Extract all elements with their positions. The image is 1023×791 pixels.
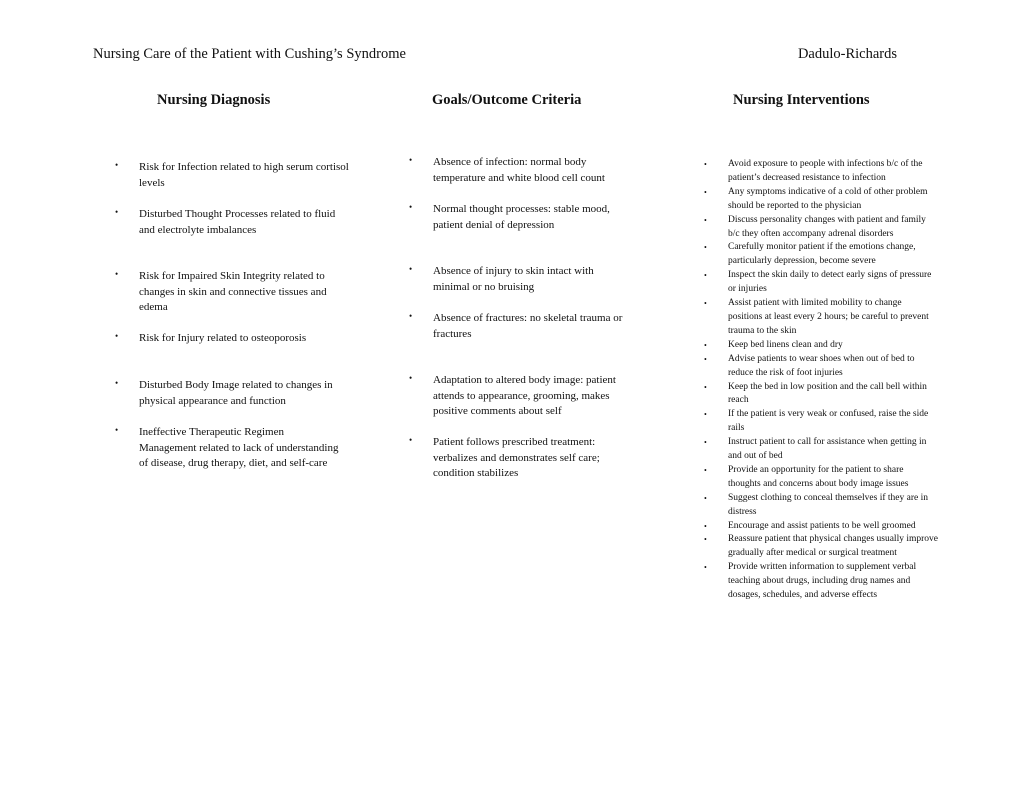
intervention-item bbox=[704, 436, 938, 464]
intervention-item bbox=[704, 381, 938, 409]
bullet: • bbox=[704, 410, 707, 420]
intervention-text: Assist patient with limited mobility to change positions at least every 2 hours; be careful to prevent trauma to the skin bbox=[728, 298, 929, 336]
bullet: • bbox=[704, 354, 707, 364]
bullet: • bbox=[409, 202, 413, 212]
bullet: • bbox=[704, 187, 707, 197]
diagnosis-item bbox=[115, 269, 349, 316]
intervention-text: Inspect the skin daily to detect early signs of pressure or injuries bbox=[728, 270, 932, 295]
intervention-item bbox=[704, 158, 938, 186]
intervention-item bbox=[704, 214, 938, 242]
bullet: • bbox=[115, 331, 119, 341]
bullet: • bbox=[409, 264, 413, 274]
intervention-text: Carefully monitor patient if the emotions change, particularly depression, become severe bbox=[728, 242, 916, 267]
goal-text: Normal thought processes: stable mood, patient denial of depression bbox=[433, 203, 610, 231]
bullet: • bbox=[704, 465, 707, 475]
diagnosis-text: Risk for Injury related to osteoporosis bbox=[139, 332, 307, 344]
diagnosis-item bbox=[115, 425, 339, 472]
intervention-text: Encourage and assist patients to be well groomed bbox=[728, 520, 916, 531]
bullet: • bbox=[409, 373, 413, 383]
intervention-item bbox=[704, 186, 938, 214]
intervention-item bbox=[704, 269, 938, 297]
bullet: • bbox=[409, 155, 413, 165]
intervention-item bbox=[704, 339, 938, 353]
goal-item bbox=[409, 311, 643, 342]
interventions-list bbox=[704, 158, 938, 603]
bullet: • bbox=[704, 271, 707, 281]
column-heading-interventions: Nursing Interventions bbox=[733, 92, 870, 108]
document-author: Dadulo-Richards bbox=[797, 46, 897, 62]
goal-item bbox=[409, 264, 628, 295]
document-title: Nursing Care of the Patient with Cushing’s Syndrome bbox=[93, 46, 406, 62]
bullet: • bbox=[704, 299, 707, 309]
diagnosis-item bbox=[115, 207, 349, 238]
diagnosis-text: Disturbed Thought Processes related to fluid and electrolyte imbalances bbox=[139, 208, 336, 236]
bullet: • bbox=[704, 382, 707, 392]
bullet: • bbox=[704, 535, 707, 545]
intervention-text: Keep the bed in low position and the call bell within reach bbox=[728, 381, 927, 406]
goal-text: Absence of infection: normal body temperature and white blood cell count bbox=[433, 156, 605, 184]
intervention-item bbox=[704, 520, 938, 534]
intervention-item bbox=[704, 408, 938, 436]
intervention-text: Keep bed linens clean and dry bbox=[728, 339, 843, 350]
intervention-item bbox=[704, 533, 938, 561]
intervention-item bbox=[704, 297, 938, 339]
intervention-text: Provide written information to supplement verbal teaching about drugs, including drug names and dosages, schedules, and adverse effects bbox=[728, 562, 917, 601]
bullet: • bbox=[704, 160, 707, 169]
intervention-item bbox=[704, 464, 938, 492]
diagnosis-item bbox=[115, 378, 349, 409]
diagnosis-text: Disturbed Body Image related to changes in physical appearance and function bbox=[139, 379, 333, 407]
bullet: • bbox=[704, 493, 707, 503]
bullet: • bbox=[704, 438, 707, 448]
bullet: • bbox=[115, 425, 119, 435]
bullet: • bbox=[409, 435, 413, 445]
goal-text: Adaptation to altered body image: patient attends to appearance, grooming, makes positive comments about self bbox=[433, 374, 616, 417]
intervention-item bbox=[704, 241, 938, 269]
bullet: • bbox=[704, 215, 707, 225]
diagnosis-text: Risk for Impaired Skin Integrity related to changes in skin and connective tissues and edema bbox=[139, 270, 327, 313]
bullet: • bbox=[704, 340, 707, 350]
goal-text: Absence of fractures: no skeletal trauma or fractures bbox=[433, 312, 623, 340]
intervention-text: Discuss personality changes with patient and family b/c they often accompany adrenal disorders bbox=[728, 214, 926, 239]
goal-text: Patient follows prescribed treatment: verbalizes and demonstrates self care; condition stabilizes bbox=[433, 436, 600, 479]
intervention-text: Instruct patient to call for assistance when getting in and out of bed bbox=[728, 437, 927, 462]
intervention-text: Suggest clothing to conceal themselves if they are in distress bbox=[728, 492, 928, 517]
intervention-text: Any symptoms indicative of a cold of other problem should be reported to the physician bbox=[728, 186, 928, 211]
diagnosis-text: Ineffective Therapeutic Regimen Management related to lack of understanding of disease, drug therapy, diet, and self-care bbox=[139, 426, 339, 469]
intervention-item bbox=[704, 492, 938, 520]
diagnosis-item bbox=[115, 160, 349, 191]
diagnosis-text: Risk for Infection related to high serum cortisol levels bbox=[139, 161, 349, 189]
bullet: • bbox=[115, 207, 119, 217]
bullet: • bbox=[115, 160, 119, 170]
bullet: • bbox=[704, 243, 707, 253]
bullet: • bbox=[704, 563, 707, 573]
intervention-text: Avoid exposure to people with infections b/c of the patient’s decreased resistance to infection bbox=[728, 159, 923, 183]
diagnosis-item bbox=[115, 331, 349, 347]
column-heading-goals: Goals/Outcome Criteria bbox=[432, 92, 582, 108]
intervention-text: Advise patients to wear shoes when out of bed to reduce the risk of foot injuries bbox=[728, 353, 915, 378]
goal-text: Absence of injury to skin intact with minimal or no bruising bbox=[433, 265, 594, 293]
bullet: • bbox=[115, 378, 119, 388]
bullet: • bbox=[409, 311, 413, 321]
goal-item bbox=[409, 202, 633, 233]
goal-item bbox=[409, 373, 633, 420]
intervention-item bbox=[704, 561, 938, 603]
goal-item bbox=[409, 155, 628, 186]
bullet: • bbox=[115, 269, 119, 279]
column-heading-diagnosis: Nursing Diagnosis bbox=[157, 92, 271, 108]
bullet: • bbox=[704, 521, 707, 531]
intervention-item bbox=[704, 353, 938, 381]
intervention-text: If the patient is very weak or confused, raise the side rails bbox=[728, 409, 929, 434]
intervention-text: Provide an opportunity for the patient to share thoughts and concerns about body image issues bbox=[728, 464, 909, 489]
intervention-text: Reassure patient that physical changes usually improve gradually after medical or surgical treatment bbox=[728, 534, 938, 559]
goal-item bbox=[409, 435, 628, 482]
